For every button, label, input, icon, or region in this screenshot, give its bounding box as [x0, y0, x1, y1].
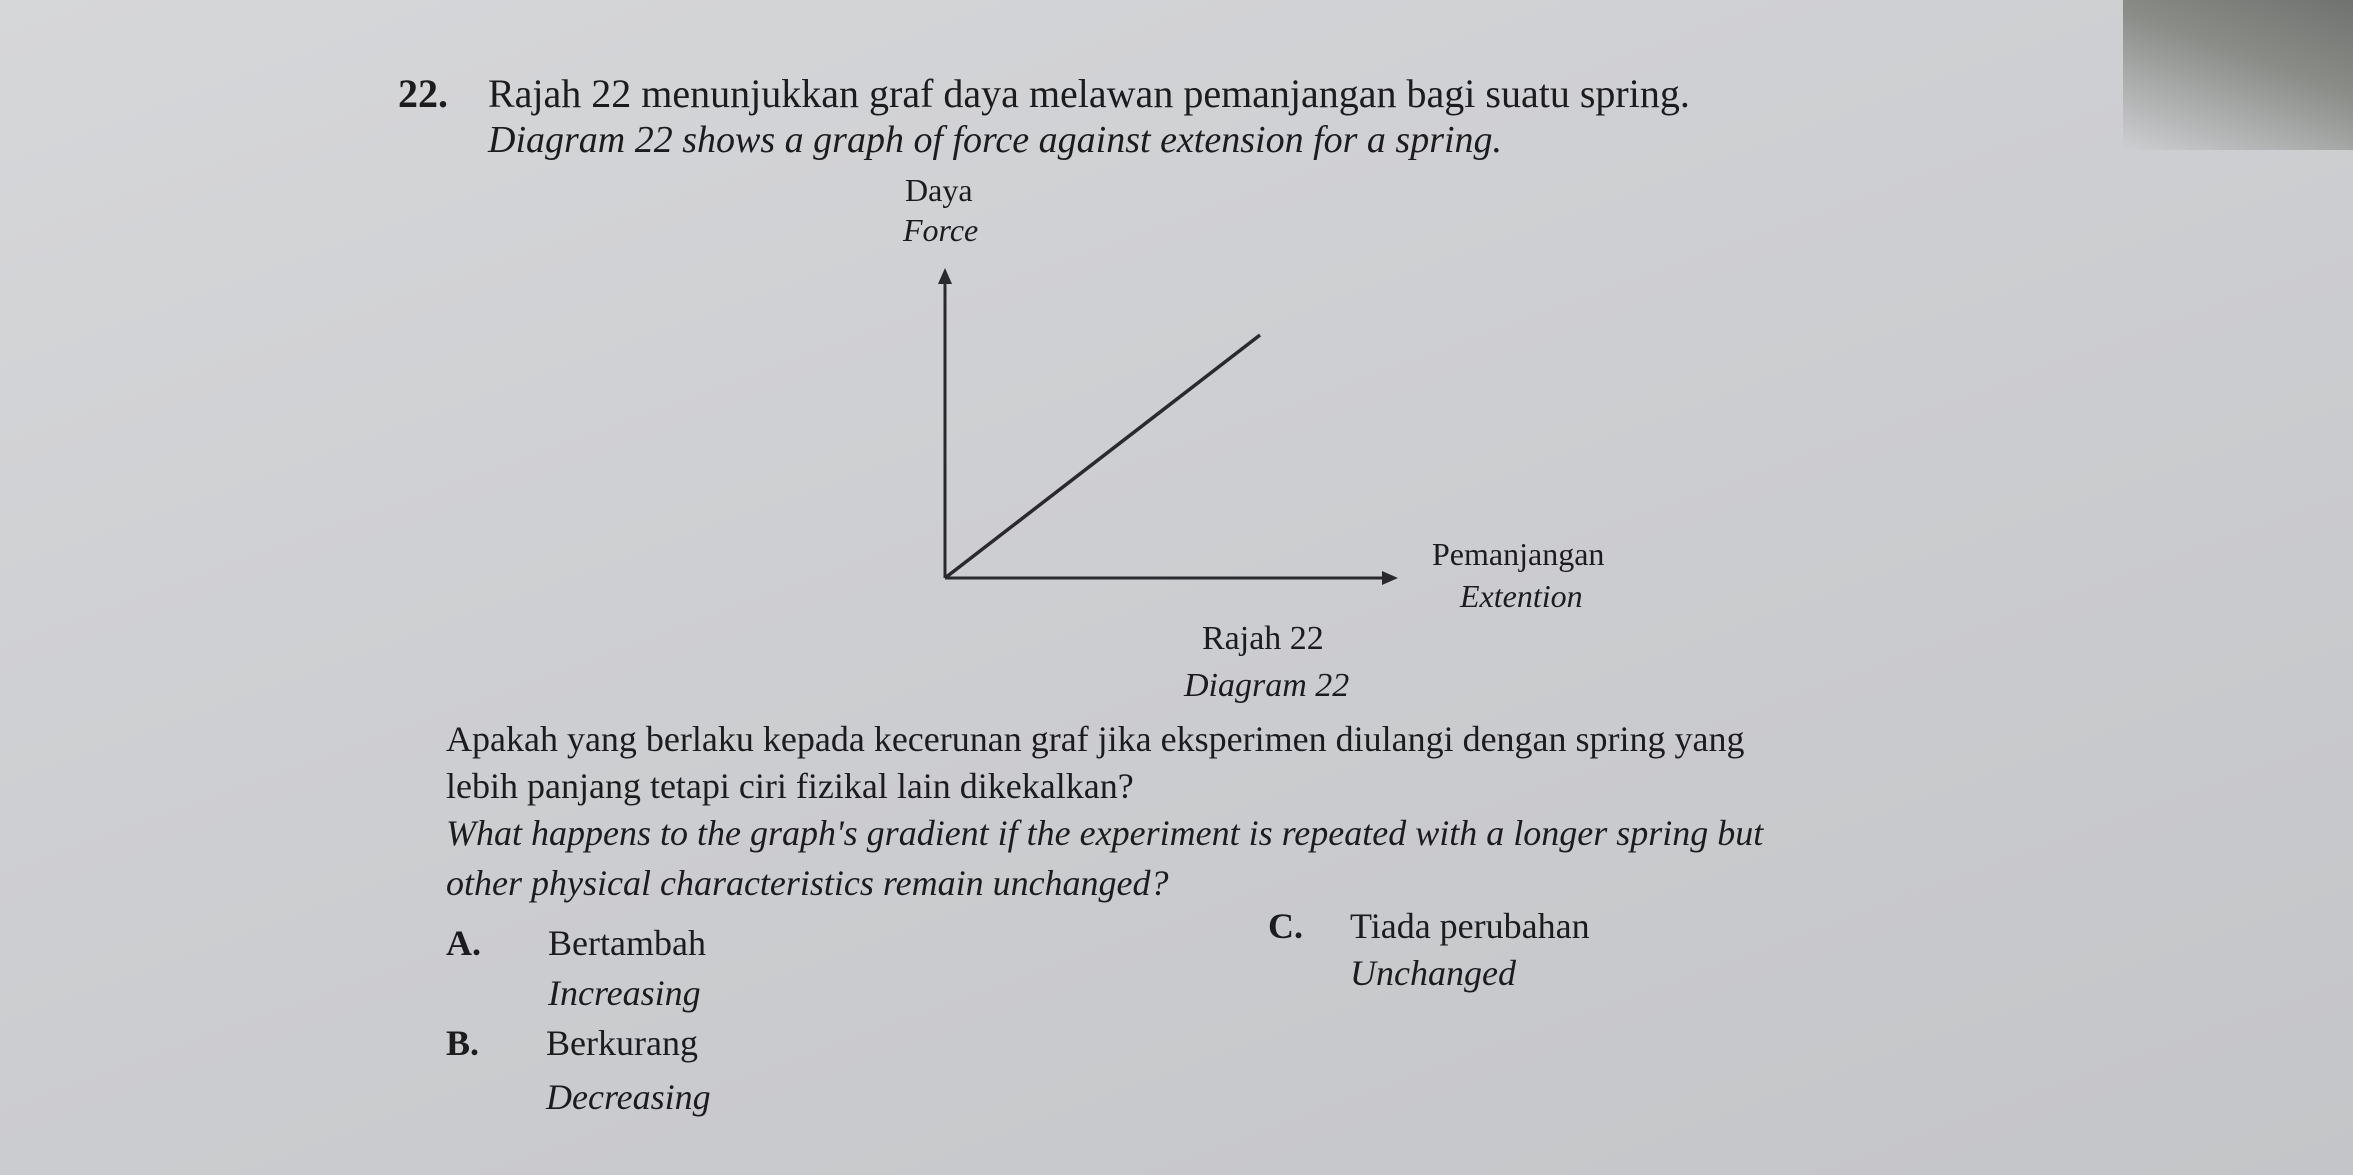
y-axis-label-en: Force	[903, 212, 979, 248]
option-b-letter: B.	[446, 1023, 480, 1063]
question-stem-en: Diagram 22 shows a graph of force against extension for a spring.	[488, 119, 1503, 161]
force-extension-line	[945, 335, 1260, 578]
y-axis-arrowhead	[938, 268, 952, 284]
option-a-letter: A.	[446, 923, 481, 963]
prompt-ms-line-2: lebih panjang tetapi ciri fizikal lain dikekalkan?	[446, 766, 1134, 806]
question-stem-ms: Rajah 22 menunjukkan graf daya melawan pemanjangan bagi suatu spring.	[488, 71, 1690, 116]
y-axis-label-ms: Daya	[905, 172, 973, 208]
option-b-text-ms: Berkurang	[546, 1023, 698, 1063]
diagram-caption-en: Diagram 22	[1184, 667, 1350, 704]
option-c-text-ms: Tiada perubahan	[1350, 906, 1590, 946]
option-c-text-en: Unchanged	[1350, 953, 1516, 993]
x-axis-label-ms: Pemanjangan	[1432, 536, 1605, 572]
option-c-letter: C.	[1268, 906, 1303, 946]
x-axis-label-en: Extention	[1460, 578, 1583, 614]
option-a-text-en: Increasing	[548, 973, 701, 1013]
prompt-ms-line-1: Apakah yang berlaku kepada kecerunan graf jika eksperimen diulangi dengan spring yang	[446, 719, 1745, 759]
option-b-text-en: Decreasing	[546, 1077, 711, 1117]
diagram-caption-ms: Rajah 22	[1202, 620, 1324, 657]
x-axis-arrowhead	[1382, 571, 1398, 585]
prompt-en-line-1: What happens to the graph's gradient if the experiment is repeated with a longer spring but	[446, 813, 1764, 853]
prompt-en-line-2: other physical characteristics remain unchanged?	[446, 863, 1169, 903]
question-number: 22.	[398, 71, 448, 116]
option-a-text-ms: Bertambah	[548, 923, 706, 963]
